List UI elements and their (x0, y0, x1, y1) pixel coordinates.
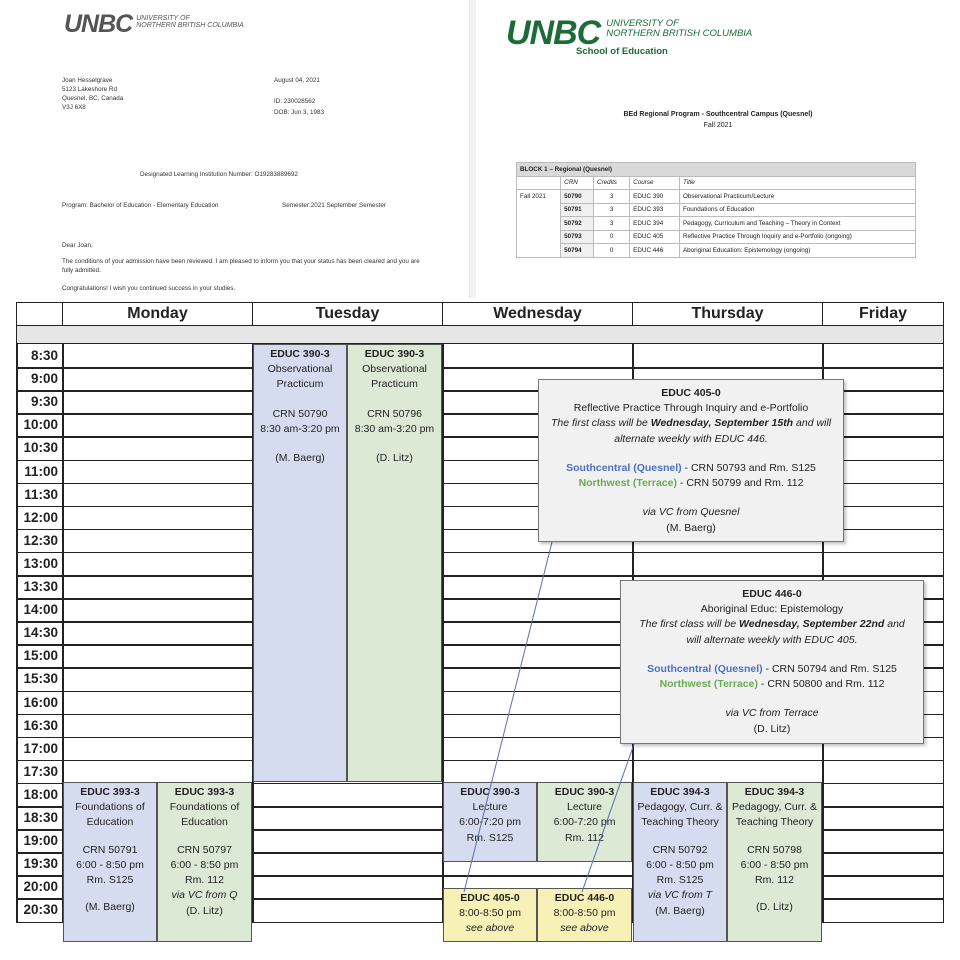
callout-educ405: EDUC 405-0 Reflective Practice Through Inquiry and e-Portfolio The first class will be Wednesday, September 15th and will alternate weekly with EDUC 446. Southcentral (Quesnel) - CRN 50793 and Rm. S125 Northwest (Terrace) - CRN 50799 and Rm. 112 via VC from Quesnel (M. Baerg) (538, 379, 844, 542)
student-id: ID: 230028562 (274, 98, 316, 105)
day-header-tuesday: Tuesday (252, 302, 442, 326)
time-label: 16:30 (16, 714, 61, 737)
time-label: 13:30 (16, 575, 61, 598)
letter-closing: Congratulations! I wish you continued success in your studies. (62, 285, 236, 292)
course-block-educ393-mon-litz[interactable]: EDUC 393-3 Foundations of Education CRN 50797 6:00 - 8:50 pm Rm. 112 via VC from Q (D. Litz) (157, 782, 252, 942)
table-row: 50791 3 EDUC 393 Foundations of Education (517, 203, 916, 217)
time-label: 9:30 (16, 390, 61, 413)
time-label: 17:30 (16, 760, 61, 783)
logo-line-2: NORTHERN BRITISH COLUMBIA (606, 27, 753, 39)
logo-line-1: UNIVERSITY OF (136, 15, 190, 22)
southcentral-label: Southcentral (Quesnel) (566, 461, 682, 474)
time-label: 19:00 (16, 829, 61, 852)
col-header-credits: Credits (594, 176, 630, 190)
unbc-logo-mark: UNBC (506, 14, 601, 52)
course-block-educ393-mon-baerg[interactable]: EDUC 393-3 Foundations of Education CRN 50791 6:00 - 8:50 pm Rm. S125 (M. Baerg) (63, 782, 157, 942)
block-title: BLOCK 1 – Regional (Quesnel) (517, 163, 916, 177)
time-label: 17:00 (16, 737, 61, 760)
time-label: 14:00 (16, 598, 61, 621)
dli-number: Designated Learning Institution Number: O19283889692 (140, 171, 298, 178)
greeting: Dear Joan, (62, 242, 93, 249)
time-label: 9:00 (16, 367, 61, 390)
letter-body: The conditions of your admission have been reviewed. I am pleased to inform you that your status has been cleared and you are fully admitted. (62, 258, 420, 275)
program-title: BEd Regional Program - Southcentral Campus (Quesnel) Fall 2021 (623, 111, 813, 129)
program-document (476, 0, 960, 298)
course-block-educ390-tue-litz[interactable]: EDUC 390-3 Observational Practicum CRN 50796 8:30 am-3:20 pm (D. Litz) (347, 344, 442, 782)
program-line: Program: Bachelor of Education - Elementary Education (62, 202, 219, 209)
time-label: 11:00 (16, 460, 61, 483)
unbc-logo-mark: UNBC (64, 10, 133, 38)
program-term: Fall 2021 (703, 121, 733, 129)
table-row: Fall 2021 50790 3 EDUC 390 Observational Practicum/Lecture (517, 190, 916, 204)
course-block-educ394-thu-litz[interactable]: EDUC 394-3 Pedagogy, Curr. & Teaching Theory CRN 50798 6:00 - 8:50 pm Rm. 112 (D. Litz) (727, 782, 822, 942)
table-row: 50794 0 EDUC 446 Aboriginal Education: Epistemology (ongoing) (517, 244, 916, 258)
day-header-friday: Friday (822, 302, 944, 326)
time-label: 11:30 (16, 483, 61, 506)
course-block-table (516, 162, 916, 258)
course-block-educ405-wed[interactable]: EDUC 405-0 8:00-8:50 pm see above (443, 888, 537, 942)
time-label: 20:30 (16, 898, 61, 921)
time-label: 15:30 (16, 667, 61, 690)
time-label: 12:00 (16, 506, 61, 529)
course-block-educ446-wed[interactable]: EDUC 446-0 8:00-8:50 pm see above (537, 888, 632, 942)
time-label: 14:30 (16, 621, 61, 644)
time-label: 10:30 (16, 436, 61, 459)
time-label: 20:00 (16, 875, 61, 898)
course-block-educ390-wed-lecture-s125[interactable]: EDUC 390-3 Lecture 6:00-7:20 pm Rm. S125 (443, 782, 537, 862)
callout-educ446: EDUC 446-0 Aboriginal Educ: Epistemology The first class will be Wednesday, September 22nd and will alternate weekly with EDUC 405. Southcentral (Quesnel) - CRN 50794 and Rm. S125 Northwest (Terrace) - CRN 50800 and Rm. 112 via VC from Terrace (D. Litz) (620, 580, 924, 744)
time-label: 18:00 (16, 783, 61, 806)
connector-line-educ405 (464, 542, 552, 892)
unbc-logo (64, 10, 244, 39)
day-header-wednesday: Wednesday (442, 302, 632, 326)
col-header-course: Course (630, 176, 680, 190)
time-label: 18:30 (16, 806, 61, 829)
northwest-label: Northwest (Terrace) (578, 477, 677, 490)
connector-line-educ446 (582, 744, 634, 892)
time-label: 12:30 (16, 529, 61, 552)
semester-line: Semester:2021 September Semester (282, 202, 386, 209)
col-header-title: Title (679, 176, 915, 190)
table-row: 50793 0 EDUC 405 Reflective Practice Through Inquiry and e-Portfolio (ongoing) (517, 230, 916, 244)
school-name: School of Education (576, 46, 668, 57)
course-block-educ394-thu-baerg[interactable]: EDUC 394-3 Pedagogy, Curr. & Teaching Theory CRN 50792 6:00 - 8:50 pm Rm. S125 via VC from T (M. Baerg) (633, 782, 727, 942)
time-label: 16:00 (16, 691, 61, 714)
time-label: 15:00 (16, 644, 61, 667)
time-label: 19:30 (16, 852, 61, 875)
letter-date: August 04, 2021 (274, 77, 320, 84)
admission-letter (0, 0, 470, 298)
course-block-educ390-wed-lecture-112[interactable]: EDUC 390-3 Lecture 6:00-7:20 pm Rm. 112 (537, 782, 632, 862)
logo-line-1: UNIVERSITY OF (606, 18, 679, 29)
date-of-birth: DOB: Jun 3, 1983 (274, 109, 325, 116)
day-header-monday: Monday (62, 302, 252, 326)
recipient-address: Joan Hesselgrave 5123 Lakeshore Rd Quesnel, BC, Canada V3J 6X8 (62, 77, 124, 112)
day-header-thursday: Thursday (632, 302, 822, 326)
course-block-educ390-tue-baerg[interactable]: EDUC 390-3 Observational Practicum CRN 50790 8:30 am-3:20 pm (M. Baerg) (253, 344, 347, 782)
table-row: 50792 3 EDUC 394 Pedagogy, Curriculum and Teaching – Theory in Context (517, 217, 916, 231)
time-label: 10:00 (16, 413, 61, 436)
logo-line-2: NORTHERN BRITISH COLUMBIA (136, 22, 244, 30)
southcentral-label: Southcentral (Quesnel) (647, 662, 763, 675)
time-label: 8:30 (16, 344, 61, 367)
northwest-label: Northwest (Terrace) (659, 678, 758, 691)
col-header-crn: CRN (561, 176, 594, 190)
weekly-timetable (16, 302, 944, 944)
time-label: 13:00 (16, 552, 61, 575)
term-cell: Fall 2021 (517, 190, 561, 204)
